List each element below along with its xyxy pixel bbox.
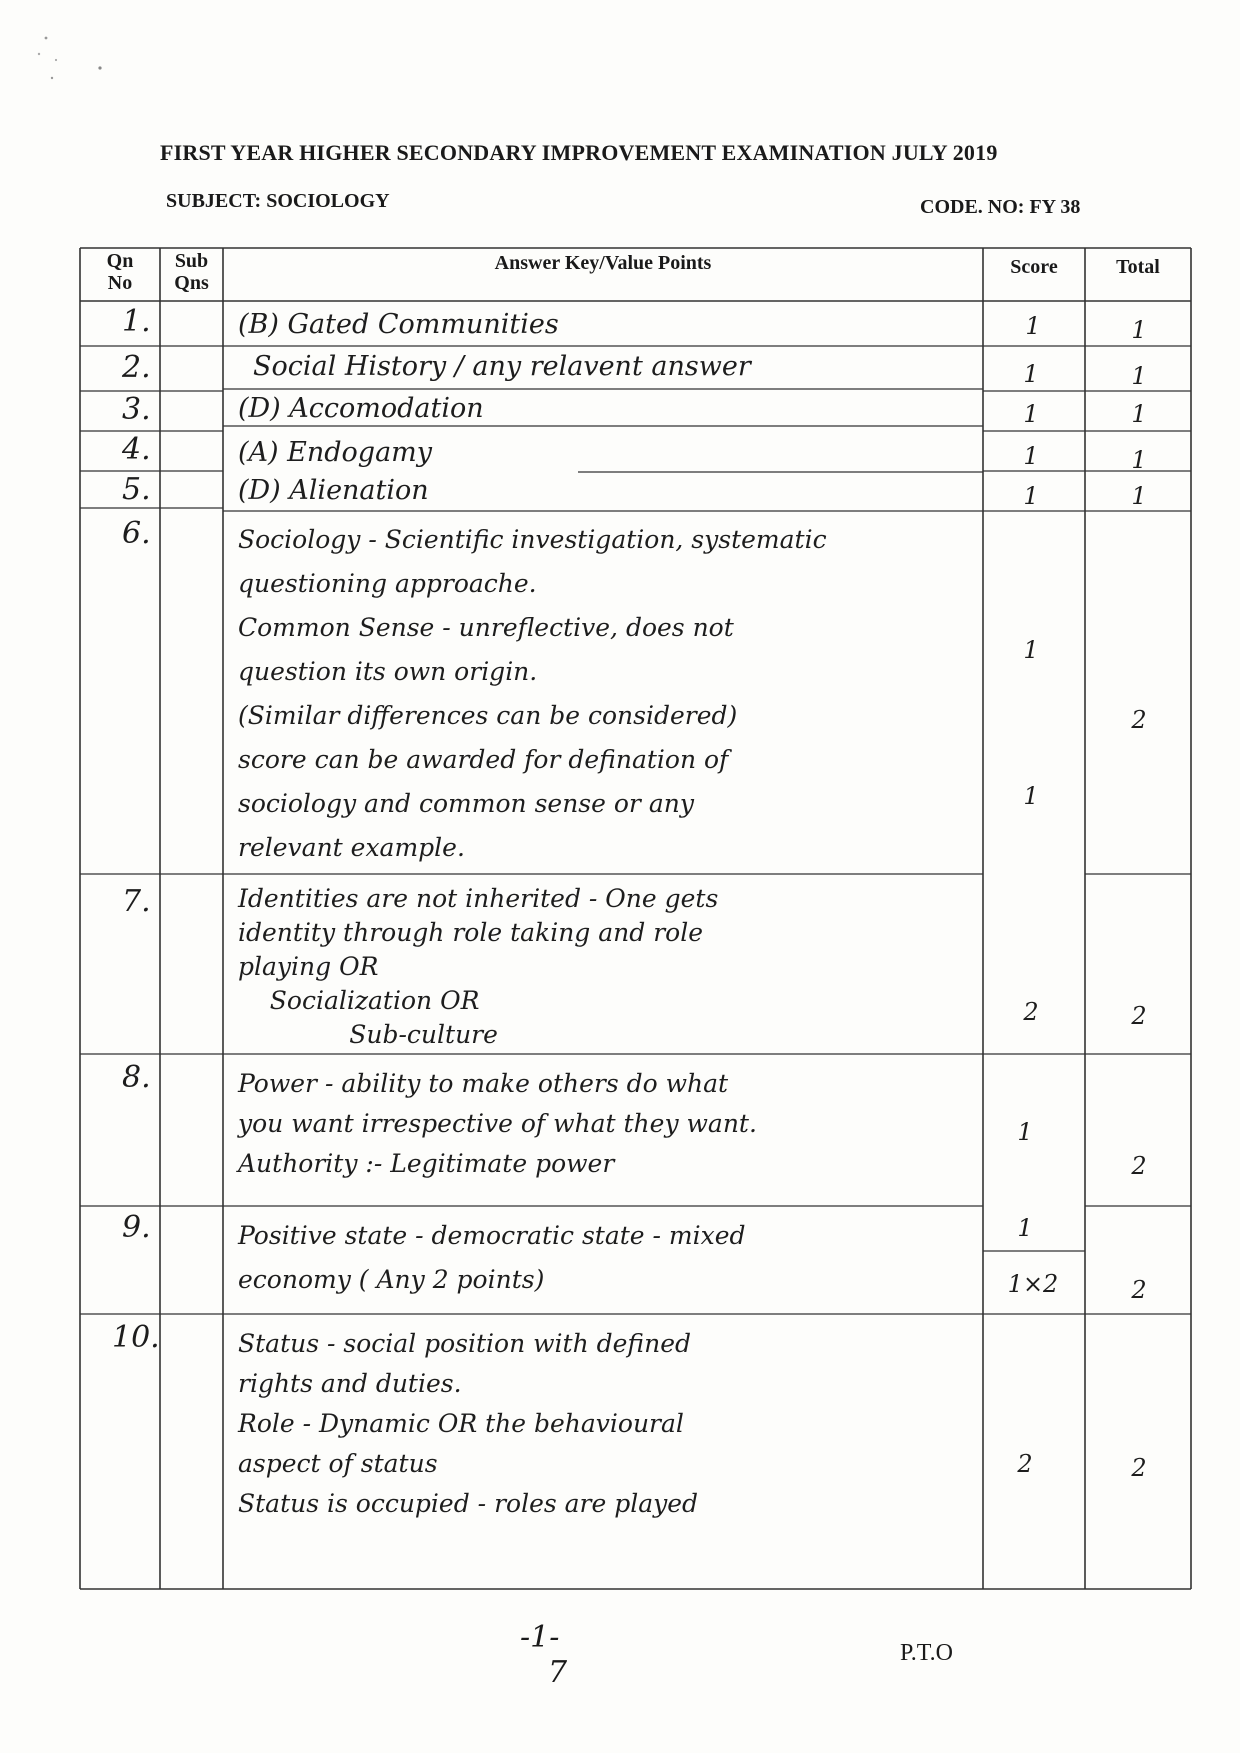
answer-text: Identities are not inherited - One gets identity through role taking and role playing OR Socialization OR Sub-culture xyxy=(238,884,719,1049)
score-value: 1 xyxy=(1023,400,1039,428)
question-number: 7. xyxy=(122,884,151,919)
total-value: 2 xyxy=(1131,1454,1147,1482)
answer-text: Positive state - democratic state - mixed economy ( Any 2 points) xyxy=(238,1221,746,1294)
question-number: 5. xyxy=(122,472,151,507)
score-value: 1 xyxy=(1017,1118,1033,1146)
question-number: 3. xyxy=(122,392,151,427)
score-value: 1 xyxy=(1023,442,1039,470)
score-value: 2 xyxy=(1023,998,1039,1026)
page-number: -1- 7 xyxy=(520,1620,568,1690)
question-number: 2. xyxy=(122,350,151,385)
total-value: 2 xyxy=(1131,706,1147,734)
answer-text: (D) Accomodation xyxy=(238,393,484,424)
answer-text: (D) Alienation xyxy=(238,475,429,506)
col-header-sub: Sub Qns xyxy=(174,250,209,294)
pto-label: P.T.O xyxy=(900,1640,953,1666)
score-value: 1 xyxy=(1017,1214,1033,1242)
answer-text: (A) Endogamy xyxy=(238,437,433,468)
total-value: 2 xyxy=(1131,1276,1147,1304)
answer-text: Status - social position with defined rights and duties. Role - Dynamic OR the behavioural aspect of status Status is occupied - roles are played xyxy=(238,1329,699,1518)
question-number: 10. xyxy=(112,1320,160,1355)
score-value: 2 xyxy=(1017,1450,1033,1478)
col-header-score: Score xyxy=(1010,256,1058,278)
question-number: 6. xyxy=(122,516,151,551)
total-value: 2 xyxy=(1131,1002,1147,1030)
score-value: 1×2 xyxy=(1007,1270,1059,1298)
total-value: 1 xyxy=(1131,362,1147,390)
answer-text: (B) Gated Communities xyxy=(238,309,559,340)
subject-label: SUBJECT: SOCIOLOGY xyxy=(166,190,390,212)
exam-title: FIRST YEAR HIGHER SECONDARY IMPROVEMENT EXAMINATION JULY 2019 xyxy=(160,140,998,165)
col-header-answer: Answer Key/Value Points xyxy=(494,252,712,274)
total-value: 1 xyxy=(1131,446,1147,474)
total-value: 1 xyxy=(1131,400,1147,428)
total-value: 1 xyxy=(1131,316,1147,344)
col-header-qno: Qn No xyxy=(106,250,134,294)
scan-specks xyxy=(30,30,130,90)
col-header-total: Total xyxy=(1116,256,1160,278)
score-value: 1 xyxy=(1023,360,1039,388)
answer-text: Social History / any relavent answer xyxy=(253,351,751,382)
question-number: 9. xyxy=(122,1210,151,1245)
score-value: 1 xyxy=(1023,482,1039,510)
total-value: 2 xyxy=(1131,1152,1147,1180)
question-number: 1. xyxy=(122,304,151,339)
code-number: CODE. NO: FY 38 xyxy=(920,196,1081,218)
score-value: 1 xyxy=(1023,782,1039,810)
answer-text: Power - ability to make others do what you want irrespective of what they want. Authority :- Legitimate power xyxy=(238,1069,757,1178)
score-value: 1 xyxy=(1025,312,1041,340)
answer-text: Sociology - Scientific investigation, systematic questioning approache. Common Sense - unreflective, does not question its own origin. (Similar differences can be considered) score can be awarded for defination of sociology and common sense or any relevant example. xyxy=(238,525,827,862)
question-number: 8. xyxy=(122,1060,151,1095)
total-value: 1 xyxy=(1131,482,1147,510)
question-number: 4. xyxy=(122,432,151,467)
score-value: 1 xyxy=(1023,636,1039,664)
answer-key-table xyxy=(78,246,1193,1591)
